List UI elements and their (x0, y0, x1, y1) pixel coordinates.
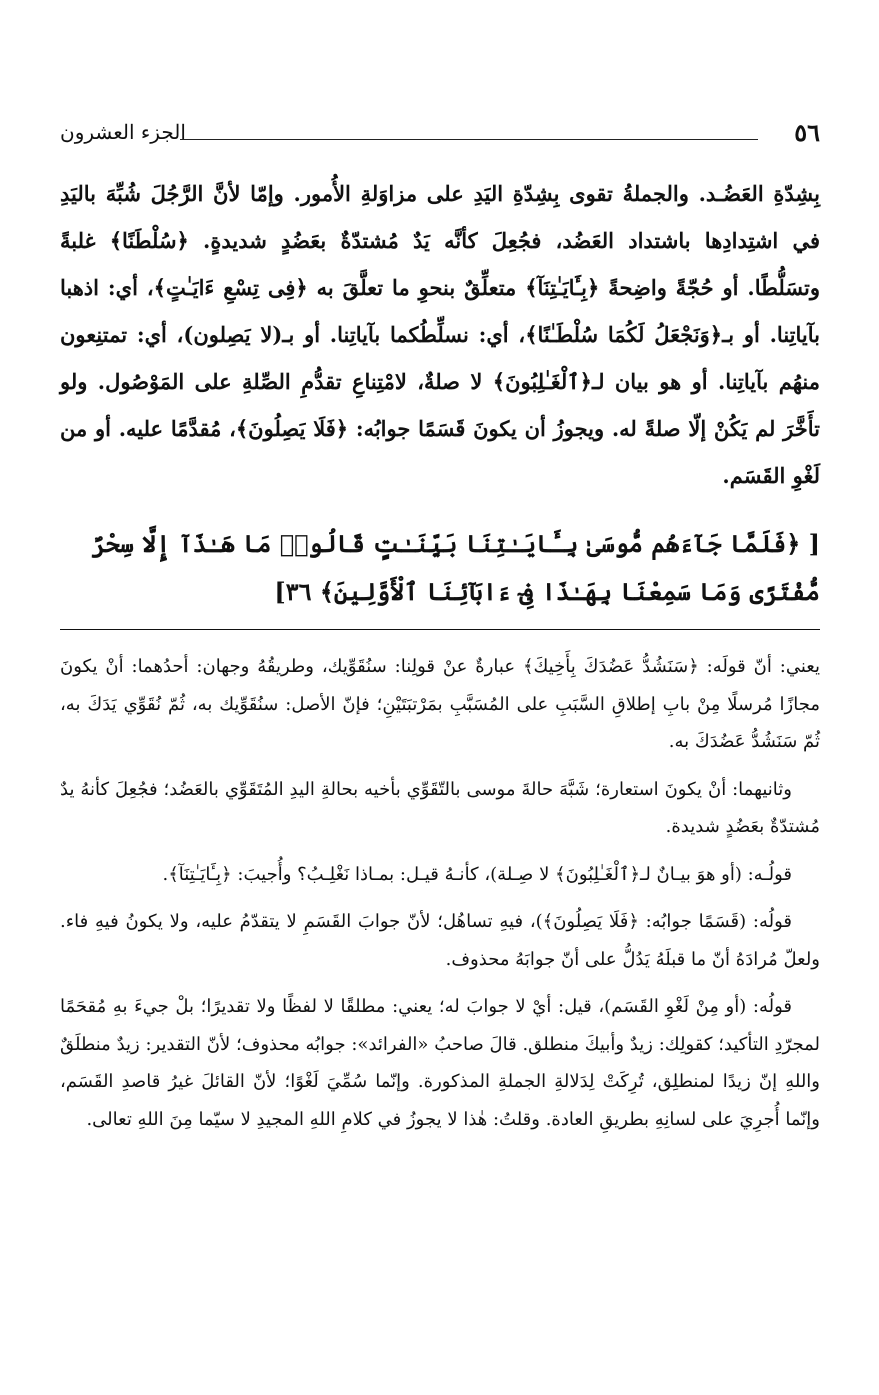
commentary-paragraph: قولُه: (قَسَمًا جوابُه: ﴿فَلَا يَصِلُونَ﴾)، فيهِ تساهُل؛ لأنّ جوابَ القَسَمِ لا يتقدّمُ عليه، ولا يكونُ فيهِ فاء. ولعلّ مُرادَهُ أنّ ما قبلَهُ يَدُلُّ على أنّ جوابَهُ محذوف. (60, 911, 820, 970)
commentary-paragraph: قولُـه: (أو هوَ بيـانٌ لـ﴿ٱلْغَـٰلِبُونَ﴾ لا صِـلة)، كأنـهُ قيـل: بمـاذا نَغْلِـبُ؟ وأُجيبَ: ﴿بِـَٔايَـٰتِنَآ﴾. (162, 863, 792, 885)
footnote-divider (60, 629, 820, 630)
quran-verse (60, 520, 820, 616)
commentary-paragraph: وثانيهما: أنْ يكونَ استعارة؛ شَبَّهَ حالةَ موسى بالتّقَوِّي بأخيه بحالةِ اليدِ المُتَقَوِّي بالعَضُد؛ فجُعِلَ كأنهُ يدٌ مُشتدّةٌ بعَضُدٍ شديدة. (60, 778, 820, 837)
commentary-paragraph: قولُه: (أو مِنْ لَغْوِ القَسَم)، قيل: أيْ لا جوابَ له؛ يعني: مطلقًا لا لفظًا ولا تقديرًا؛ بلْ جيءَ بهِ مُقحَمًا لمجرّدِ التأكيد؛ كقولِك: زيدٌ وأبيكَ منطلق. قالَ صاحبُ «الفرائد»: جوابُه محذوف؛ لأنّ التقدير: زيدٌ منطلَقٌ واللهِ إنّ زيدًا لمنطلِق، تُرِكَتْ لِدَلالةِ الجملةِ المذكورة. وإنّما سُمِّيَ لَغْوًا؛ لأنّ القائلَ غيرُ قاصدِ القَسَم، وإنّما أُجرِيَ على لسانِهِ بطريقِ العادة. وقلتُ: هٰذا لا يجوزُ في كلامِ اللهِ المجيدِ لا سيّما مِنَ اللهِ تعالى. (60, 996, 820, 1130)
commentary-section (60, 648, 820, 1148)
header-rule (180, 139, 758, 140)
commentary-paragraph: يعني: أنّ قولَه: ﴿سَنَشُدُّ عَضُدَكَ بِأَخِيكَ﴾ عبارةٌ عنْ قولِنا: سنُقَوِّيك، وطريقُهُ وجهان: أحدُهما: أنْ يكونَ مجازًا مُرسلًا مِنْ بابِ إطلاقِ السَّبَبِ على المُسَبَّبِ بمَرْتبَتَيْنِ؛ فإنّ الأصل: سنُقَوِّيك به، ثُمّ نُقَوِّي يَدَكَ به، ثُمّ سَنَشُدُّ عَضُدَكَ به. (60, 656, 820, 752)
main-paragraph: بِشِدّةِ العَضُـد. والجملةُ تقوى بِشِدّةِ اليَدِ على مزاوَلةِ الأُمور. وإمّا لأنَّ الرَّجُلَ شُبِّهَ باليَدِ في اشتِدادِها باشتداد العَضُد، فجُعِلَ كأنَّه يَدٌ مُشتدّةٌ بعَضُدٍ شديدةٍ. ﴿سُلْطَنًا﴾ غلبةً وتسَلُّطًا. أو حُجّةً واضِحةً ﴿بِـَٔايَـٰتِنَآ﴾ متعلِّقٌ بنحوِ ما تعلَّقَ به ﴿فِى تِسْعِ ءَايَـٰتٍ﴾، أي: اذهبا بآياتِنا. أو بـ﴿وَنَجْعَلُ لَكُمَا سُلْطَـٰنًا﴾، أي: نسلِّطُكما بآياتِنا. أو بـ(لا يَصِلون)، أي: تمتنِعون منهُم بآياتِنا. أو هو بيان لـ﴿ٱلْغَـٰلِبُونَ﴾ لا صلةٌ، لامْتِناعِ تقدُّمِ الصِّلةِ على المَوْصُول. ولو تأَخَّرَ لم يَكُنْ إلّا صلةً له. ويجوزُ أن يكونَ قَسَمًا جوابُه: ﴿فَلَا يَصِلُونَ﴾، مُقدَّمًا عليه. أو من لَغْوِ القَسَم. (60, 181, 820, 488)
main-text (60, 170, 820, 499)
page-header (60, 118, 820, 154)
running-title: الجزء العشرون (60, 120, 186, 144)
page-number: ٥٦ (794, 118, 820, 147)
book-page (60, 0, 820, 1395)
verse-text: [ ﴿فَلَمَّا جَآءَهُم مُّوسَىٰ بِـَٔايَـٰتِنَا بَيِّنَـٰتٍ قَالُوا۟ مَا هَـٰذَآ إِلَّا سِحْرٌ مُّفْتَرًى وَمَا سَمِعْنَا بِهَـٰذَا فِىٓ ءَابَآئِنَا ٱلْأَوَّلِينَ﴾ ٣٦] (91, 529, 820, 606)
